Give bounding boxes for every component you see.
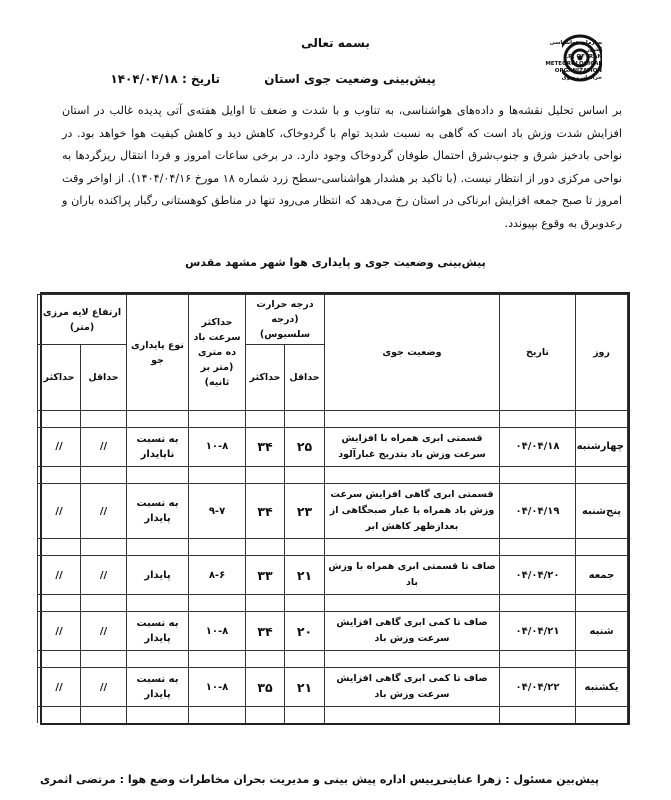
cell-temp-max: ۳۴ [246, 483, 285, 539]
col-header-date: تاریخ [500, 295, 576, 411]
cell-wind: ۱۰-۸ [189, 668, 246, 707]
intro-paragraph: بر اساس تحلیل نقشه‌ها و داده‌های هواشناسی، به تناوب و با شدت و ضعف تا اوایل هفته‌ی آتی پدیده غالب در استان افزایش شدت وزش باد است که گاهی به نسبت شدید توام با گردوخاک، کاهش دید و کاهش کیفیت هوا خواهد بود. در نواحی بادخیز شرق و جنوب‌شرق احتمال طوفان گردوخاک وجود دارد. در برخی ساعات امروز و فردا انتقال ریزگردها به نواحی مرکزی دور از انتظار نیست. (با تاکید بر هشدار هواشناسی-سطح زرد شماره ۱۸ مورخ ۱۴۰۴/۰۴/۱۶). از اواخر وقت امروز تا صبح جمعه افزایش ابرناکی در استان رخ می‌دهد که انتظار می‌رود تنها در مناطق کوهستانی رگبار پراکنده باران و رعدوبرق به وقوع بپیوندد. [62, 104, 622, 230]
cell-mix-max: // [37, 668, 80, 707]
table-row [37, 612, 627, 651]
cell-mix-min: // [81, 483, 127, 539]
forecast-table [37, 294, 628, 723]
cell-condition: صاف تا قسمتی ابری همراه با وزش باد [325, 556, 500, 595]
cell-temp-min: ۲۵ [285, 428, 325, 467]
cell-wind: ۹-۷ [189, 483, 246, 539]
cell-condition: صاف تا کمی ابری گاهی افزایش سرعت وزش باد [325, 668, 500, 707]
cell-date: ۰۴/۰۴/۱۸ [500, 428, 576, 467]
col-header-temperature: درجه حرارت (درجه سلسیوس) [246, 295, 325, 345]
cell-condition: قسمتی ابری گاهی افزایش سرعت وزش باد همراه با غبار صبحگاهی از بعدازظهر کاهش ابر [325, 483, 500, 539]
table-row [37, 556, 627, 595]
col-header-condition: وضعیت جوی [325, 295, 500, 411]
cell-temp-max: ۳۵ [246, 668, 285, 707]
col-header-temp-max: حداکثر [246, 345, 285, 411]
department-head-signature: رییس اداره پیش بینی و مدیریت بحران مخاطرات وضع هوا : مرتضی اثمری [40, 773, 441, 786]
cell-mix-max: // [37, 612, 80, 651]
cell-mix-max: // [37, 556, 80, 595]
cell-temp-max: ۳۴ [246, 612, 285, 651]
col-header-temp-min: حداقل [285, 345, 325, 411]
cell-day: شنبه [576, 612, 628, 651]
cell-mix-min: // [81, 668, 127, 707]
cell-day: جمعه [576, 556, 628, 595]
col-header-mix-min: حداقل [81, 345, 127, 411]
cell-temp-min: ۲۱ [285, 668, 325, 707]
col-header-stability: نوع پایداری جو [127, 295, 189, 411]
cell-temp-max: ۳۳ [246, 556, 285, 595]
forecast-table-wrapper [40, 292, 630, 725]
col-header-mix-max: حداکثر [37, 345, 80, 411]
cell-mix-min: // [81, 428, 127, 467]
col-header-day: روز [576, 295, 628, 411]
forecaster-signature: پیش‌بین مسئول : زهرا عنایتی [437, 773, 599, 786]
cell-mix-min: // [81, 556, 127, 595]
cell-mix-min: // [81, 612, 127, 651]
cell-stability: پایدار [127, 556, 189, 595]
cell-stability: به نسبت پایدار [127, 483, 189, 539]
cell-temp-max: ۳۴ [246, 428, 285, 467]
logo-text: سازمان هواشناسی کشور I.R. OF IRAN METEOROLOGICAL ORGANIZATION خراسان رضوی [545, 40, 602, 81]
bismillah: بسمه تعالی [301, 36, 370, 50]
table-row [37, 428, 627, 467]
cell-wind: ۸-۶ [189, 556, 246, 595]
cell-date: ۰۴/۰۴/۲۲ [500, 668, 576, 707]
table-row [37, 668, 627, 707]
header-row-1 [37, 295, 627, 345]
col-header-wind: حداکثر سرعت باد ده متری (متر بر ثانیه) [189, 295, 246, 411]
cell-temp-min: ۲۱ [285, 556, 325, 595]
cell-wind: ۱۰-۸ [189, 612, 246, 651]
cell-day: پنج‌شنبه [576, 483, 628, 539]
cell-date: ۰۴/۰۴/۱۹ [500, 483, 576, 539]
document-title: پیش‌بینی وضعیت جوی استان [264, 72, 436, 86]
table-row [37, 483, 627, 539]
cell-date: ۰۴/۰۴/۲۱ [500, 612, 576, 651]
cell-mix-max: // [37, 428, 80, 467]
cell-date: ۰۴/۰۴/۲۰ [500, 556, 576, 595]
document-date: تاریخ : ۱۴۰۴/۰۴/۱۸ [110, 72, 220, 86]
cell-day: یکشنبه [576, 668, 628, 707]
cell-wind: ۱۰-۸ [189, 428, 246, 467]
cell-stability: به نسبت پایدار [127, 612, 189, 651]
cell-stability: به نسبت پایدار [127, 668, 189, 707]
cell-day: چهارشنبه [576, 428, 628, 467]
cell-stability: به نسبت ناپایدار [127, 428, 189, 467]
cell-mix-max: // [37, 483, 80, 539]
cell-condition: صاف تا کمی ابری گاهی افزایش سرعت وزش باد [325, 612, 500, 651]
cell-temp-min: ۲۳ [285, 483, 325, 539]
col-header-mixing-height: ارتفاع لایه مرزی (متر) [37, 295, 126, 345]
cell-temp-min: ۲۰ [285, 612, 325, 651]
table-title: پیش‌بینی وضعیت جوی و پایداری هوا شهر مشهد مقدس [185, 256, 486, 269]
cell-condition: قسمتی ابری همراه با افزایش سرعت وزش باد بتدریج غبارآلود [325, 428, 500, 467]
